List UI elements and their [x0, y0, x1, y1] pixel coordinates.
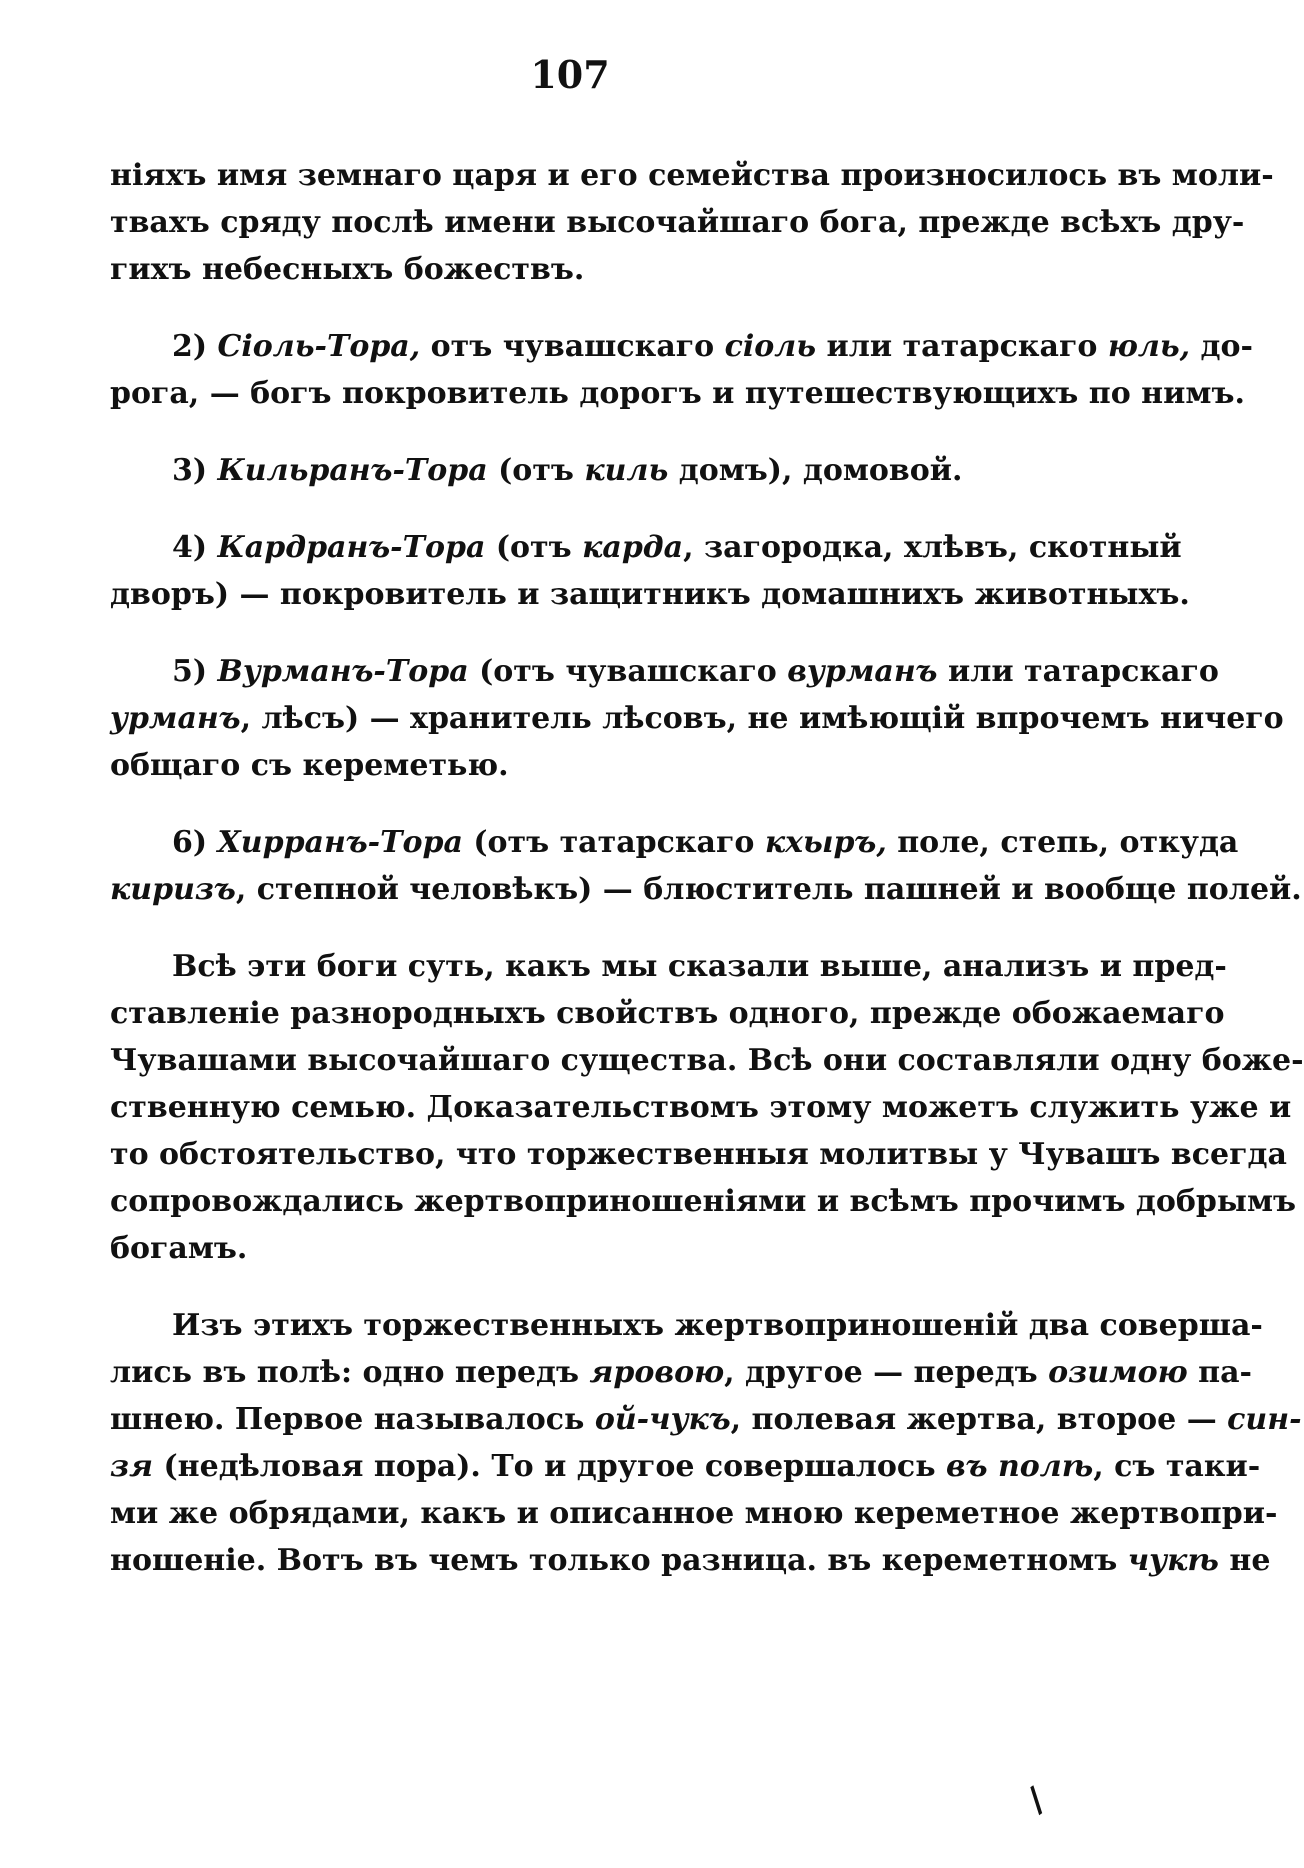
italic-term: Сіоль-Тора, [217, 329, 421, 364]
text-line [110, 524, 1182, 571]
italic-term: Хирранъ-Тора [217, 825, 463, 860]
text-run: , съ таки- [1093, 1449, 1261, 1484]
text-run: , степной человѣкъ) — блюститель пашней и вообще полей. [235, 872, 1302, 907]
text-line [110, 819, 1239, 866]
text-line [110, 866, 1302, 913]
text-line [110, 1084, 1292, 1131]
text-run: 6) [172, 825, 218, 860]
text-run: ми же обрядами, какъ и описанное мною кереметное жертвопри- [110, 1496, 1278, 1531]
paragraph [110, 943, 1304, 1272]
text-line [110, 1396, 1302, 1443]
text-run: поле, степь, откуда [886, 825, 1239, 860]
text-run: шнею. Первое называлось [110, 1402, 595, 1437]
italic-term: озимою [1048, 1355, 1188, 1390]
text-run: не [1218, 1543, 1271, 1578]
text-run: 5) [172, 654, 218, 689]
paragraph-gap [110, 1272, 1000, 1302]
text-run: , загородка, хлѣвъ, скотный [683, 530, 1182, 565]
text-run: ношеніе. Вотъ въ чемъ только разница. въ кереметномъ [110, 1543, 1128, 1578]
text-line [110, 1225, 1000, 1272]
text-line [110, 370, 1245, 417]
text-run: богамъ. [110, 1231, 248, 1266]
text-run: 2) [172, 329, 218, 364]
text-run: или татарскаго [937, 654, 1219, 689]
text-line [110, 695, 1284, 742]
italic-term: въ полѣ [946, 1449, 1094, 1484]
text-line [110, 152, 1274, 199]
text-run: общаго съ кереметью. [110, 748, 509, 783]
italic-term: чукѣ [1127, 1543, 1219, 1578]
paragraph-gap [110, 494, 1000, 524]
text-line [110, 1443, 1261, 1490]
paragraph [110, 323, 1253, 417]
text-line [110, 246, 1000, 293]
italic-term: урманъ [110, 701, 241, 736]
paragraph-gap [110, 789, 1000, 819]
text-run: , лѣсъ) — хранитель лѣсовъ, не имѣющій впрочемъ ничего [240, 701, 1284, 736]
text-run: гихъ небесныхъ божествъ. [110, 252, 585, 287]
italic-term: киризъ [110, 872, 236, 907]
text-run: домъ), домовой. [668, 453, 963, 488]
text-line [110, 1178, 1297, 1225]
text-line [110, 1349, 1252, 1396]
paragraph-gap [110, 293, 1000, 323]
text-run: Изъ этихъ торжественныхъ жертвоприношеній два соверша- [172, 1308, 1263, 1343]
italic-term: карда [582, 530, 684, 565]
text-run: (недѣловая пора). То и другое совершалось [153, 1449, 946, 1484]
text-line [110, 648, 1219, 695]
text-line [110, 447, 1000, 494]
text-run: лись въ полѣ: одно передъ [110, 1355, 590, 1390]
text-line [110, 1037, 1304, 1084]
italic-term: Кардранъ-Тора [217, 530, 486, 565]
text-run: ставленіе разнородныхъ свойствъ одного, прежде обожаемаго [110, 996, 1225, 1031]
italic-term: юль, [1107, 329, 1191, 364]
italic-term: Кильранъ-Тора [217, 453, 488, 488]
text-line [110, 742, 1000, 789]
text-line [110, 990, 1225, 1037]
text-line [110, 199, 1245, 246]
text-line [110, 571, 1190, 618]
paragraph [110, 152, 1274, 293]
paragraph [110, 648, 1284, 789]
text-run: отъ чувашскаго [420, 329, 725, 364]
text-run: Чувашами высочайшаго существа. Всѣ они составляли одну боже- [110, 1043, 1304, 1078]
text-line [110, 323, 1253, 370]
text-run: или татарскаго [816, 329, 1108, 364]
italic-term: вурманъ [787, 654, 938, 689]
text-line [110, 1131, 1287, 1178]
text-run: ніяхъ имя земнаго царя и его семейства произносилось въ моли- [110, 158, 1274, 193]
text-run: рога, — богъ покровитель дорогъ и путешествующихъ по нимъ. [110, 376, 1245, 411]
italic-term: сіоль [724, 329, 817, 364]
italic-term: Вурманъ-Тора [217, 654, 469, 689]
text-run: сопровождались жертвоприношеніями и всѣмъ прочимъ добрымъ [110, 1184, 1297, 1219]
text-run: Всѣ эти боги суть, какъ мы сказали выше, анализъ и пред- [172, 949, 1227, 984]
text-run: 4) [172, 530, 218, 565]
text-run: 3) [172, 453, 218, 488]
pen-stroke-mark: / [1019, 1780, 1053, 1820]
text-run: дворъ) — покровитель и защитникъ домашнихъ животныхъ. [110, 577, 1190, 612]
text-run: (отъ чувашскаго [468, 654, 788, 689]
text-run: , другое — передъ [724, 1355, 1049, 1390]
paragraph-gap [110, 913, 1000, 943]
text-run: то обстоятельство, что торжественныя молитвы у Чувашъ всегда [110, 1137, 1287, 1172]
italic-term: ой-чукъ [594, 1402, 731, 1437]
paragraph [110, 1302, 1302, 1584]
text-run: ственную семью. Доказательствомъ этому можетъ служить уже и [110, 1090, 1292, 1125]
text-run: , полевая жертва, второе — [730, 1402, 1228, 1437]
italic-term: яровою [589, 1355, 725, 1390]
text-run: твахъ сряду послѣ имени высочайшаго бога, прежде всѣхъ дру- [110, 205, 1245, 240]
text-run: (отъ татарскаго [462, 825, 765, 860]
body-text [110, 152, 1304, 1584]
text-line [110, 943, 1227, 990]
italic-term: киль [584, 453, 669, 488]
italic-term: син- [1227, 1402, 1302, 1437]
paragraph [110, 524, 1190, 618]
paragraph-gap [110, 618, 1000, 648]
text-line [110, 1302, 1263, 1349]
page-number: 107 [530, 52, 610, 97]
text-line [110, 1537, 1271, 1584]
italic-term: зя [110, 1449, 154, 1484]
text-run: па- [1187, 1355, 1252, 1390]
paragraph-gap [110, 417, 1000, 447]
text-run: (отъ [485, 530, 583, 565]
paragraph [110, 447, 1000, 494]
text-run: до- [1190, 329, 1253, 364]
text-run: (отъ [487, 453, 585, 488]
paragraph [110, 819, 1302, 913]
text-line [110, 1490, 1278, 1537]
italic-term: кхыръ, [764, 825, 887, 860]
